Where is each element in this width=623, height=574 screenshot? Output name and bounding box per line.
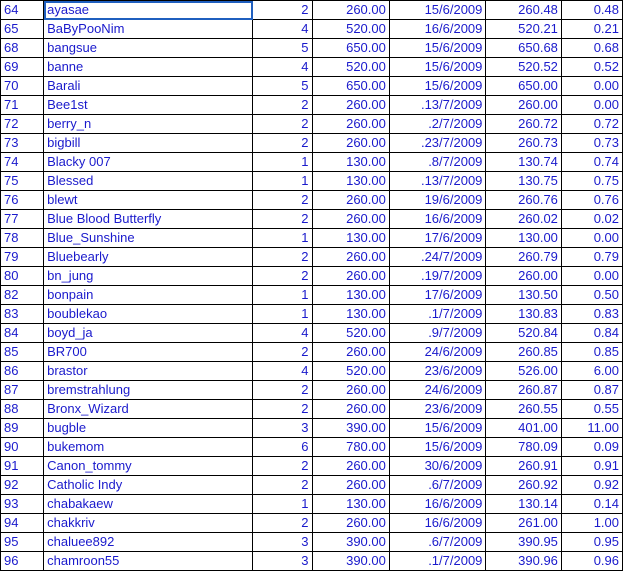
quantity-cell[interactable]: 2 [253, 115, 312, 134]
row-number-cell[interactable]: 70 [1, 77, 44, 96]
row-number-cell[interactable]: 68 [1, 39, 44, 58]
table-row [1, 39, 623, 58]
date-cell[interactable]: 23/6/2009 [389, 400, 486, 419]
date-cell[interactable]: .1/7/2009 [389, 552, 486, 571]
row-number-cell[interactable]: 71 [1, 96, 44, 115]
difference-cell[interactable]: 0.76 [561, 191, 622, 210]
date-cell[interactable]: .2/7/2009 [389, 115, 486, 134]
username-cell[interactable]: chaluee892 [44, 533, 253, 552]
username-cell[interactable]: Bronx_Wizard [44, 400, 253, 419]
difference-cell[interactable]: 0.92 [561, 476, 622, 495]
amount-cell[interactable]: 650.00 [312, 39, 389, 58]
row-number-cell[interactable]: 90 [1, 438, 44, 457]
username-cell[interactable]: chabakaew [44, 495, 253, 514]
quantity-cell[interactable]: 2 [253, 191, 312, 210]
amount-cell[interactable]: 260.00 [312, 1, 389, 20]
username-cell[interactable]: Bee1st [44, 96, 253, 115]
amount-cell[interactable]: 260.00 [312, 381, 389, 400]
username-cell[interactable]: boyd_ja [44, 324, 253, 343]
quantity-cell[interactable]: 2 [253, 134, 312, 153]
date-cell[interactable]: .13/7/2009 [389, 172, 486, 191]
difference-cell[interactable]: 0.91 [561, 457, 622, 476]
amount-cell[interactable]: 520.00 [312, 324, 389, 343]
table-row [1, 1, 623, 20]
username-cell[interactable]: bangsue [44, 39, 253, 58]
date-cell[interactable]: .6/7/2009 [389, 476, 486, 495]
quantity-cell[interactable]: 2 [253, 267, 312, 286]
amount-cell[interactable]: 780.00 [312, 438, 389, 457]
row-number-cell[interactable]: 77 [1, 210, 44, 229]
quantity-cell[interactable]: 1 [253, 495, 312, 514]
username-cell[interactable]: blewt [44, 191, 253, 210]
difference-cell[interactable]: 0.00 [561, 267, 622, 286]
date-cell[interactable]: 15/6/2009 [389, 58, 486, 77]
amount-cell[interactable]: 260.00 [312, 115, 389, 134]
quantity-cell[interactable]: 2 [253, 457, 312, 476]
row-number-cell[interactable]: 78 [1, 229, 44, 248]
amount-cell[interactable]: 260.00 [312, 514, 389, 533]
amount-cell[interactable]: 390.00 [312, 533, 389, 552]
amount-cell[interactable]: 260.00 [312, 343, 389, 362]
quantity-cell[interactable]: 2 [253, 476, 312, 495]
table-row [1, 286, 623, 305]
difference-cell[interactable]: 0.79 [561, 248, 622, 267]
username-cell[interactable]: Barali [44, 77, 253, 96]
table-row [1, 153, 623, 172]
paid-cell[interactable]: 780.09 [486, 438, 562, 457]
difference-cell[interactable]: 0.72 [561, 115, 622, 134]
difference-cell[interactable]: 0.84 [561, 324, 622, 343]
date-cell[interactable]: .24/7/2009 [389, 248, 486, 267]
difference-cell[interactable]: 6.00 [561, 362, 622, 381]
difference-cell[interactable]: 1.00 [561, 514, 622, 533]
date-cell[interactable]: 24/6/2009 [389, 381, 486, 400]
date-cell[interactable]: 24/6/2009 [389, 343, 486, 362]
amount-cell[interactable]: 130.00 [312, 305, 389, 324]
paid-cell[interactable]: 390.96 [486, 552, 562, 571]
quantity-cell[interactable]: 1 [253, 305, 312, 324]
date-cell[interactable]: .23/7/2009 [389, 134, 486, 153]
username-cell[interactable]: bigbill [44, 134, 253, 153]
table-row [1, 96, 623, 115]
date-cell[interactable]: .13/7/2009 [389, 96, 486, 115]
difference-cell[interactable]: 0.74 [561, 153, 622, 172]
difference-cell[interactable]: 0.14 [561, 495, 622, 514]
difference-cell[interactable]: 0.87 [561, 381, 622, 400]
paid-cell[interactable]: 650.00 [486, 77, 562, 96]
paid-cell[interactable]: 650.68 [486, 39, 562, 58]
paid-cell[interactable]: 401.00 [486, 419, 562, 438]
row-number-cell[interactable]: 86 [1, 362, 44, 381]
difference-cell[interactable]: 0.95 [561, 533, 622, 552]
table-row [1, 77, 623, 96]
table-row [1, 134, 623, 153]
amount-cell[interactable]: 260.00 [312, 476, 389, 495]
username-cell[interactable]: banne [44, 58, 253, 77]
difference-cell[interactable]: 11.00 [561, 419, 622, 438]
paid-cell[interactable]: 260.87 [486, 381, 562, 400]
username-cell[interactable]: berry_n [44, 115, 253, 134]
difference-cell[interactable]: 0.09 [561, 438, 622, 457]
table-row [1, 381, 623, 400]
paid-cell[interactable]: 130.83 [486, 305, 562, 324]
paid-cell[interactable]: 260.85 [486, 343, 562, 362]
username-cell[interactable]: BaByPooNim [44, 20, 253, 39]
table-row [1, 495, 623, 514]
row-number-cell[interactable]: 69 [1, 58, 44, 77]
username-cell[interactable]: Bluebearly [44, 248, 253, 267]
amount-cell[interactable]: 650.00 [312, 77, 389, 96]
amount-cell[interactable]: 520.00 [312, 20, 389, 39]
amount-cell[interactable]: 130.00 [312, 286, 389, 305]
table-row [1, 20, 623, 39]
table-row [1, 552, 623, 571]
date-cell[interactable]: 16/6/2009 [389, 514, 486, 533]
difference-cell[interactable]: 0.85 [561, 343, 622, 362]
quantity-cell[interactable]: 5 [253, 39, 312, 58]
amount-cell[interactable]: 390.00 [312, 552, 389, 571]
paid-cell[interactable]: 520.84 [486, 324, 562, 343]
quantity-cell[interactable]: 1 [253, 172, 312, 191]
amount-cell[interactable]: 260.00 [312, 210, 389, 229]
difference-cell[interactable]: 0.73 [561, 134, 622, 153]
date-cell[interactable]: 16/6/2009 [389, 20, 486, 39]
difference-cell[interactable]: 0.96 [561, 552, 622, 571]
username-cell[interactable]: Blue Blood Butterfly [44, 210, 253, 229]
row-number-cell[interactable]: 74 [1, 153, 44, 172]
quantity-cell[interactable]: 4 [253, 362, 312, 381]
difference-cell[interactable]: 0.55 [561, 400, 622, 419]
table-row [1, 514, 623, 533]
username-cell[interactable]: boublekao [44, 305, 253, 324]
difference-cell[interactable]: 0.83 [561, 305, 622, 324]
table-row [1, 172, 623, 191]
row-number-cell[interactable]: 83 [1, 305, 44, 324]
difference-cell[interactable]: 0.50 [561, 286, 622, 305]
username-cell[interactable]: ayasae [44, 1, 253, 20]
username-cell[interactable]: bugble [44, 419, 253, 438]
date-cell[interactable]: 30/6/2009 [389, 457, 486, 476]
row-number-cell[interactable]: 64 [1, 1, 44, 20]
date-cell[interactable]: .9/7/2009 [389, 324, 486, 343]
paid-cell[interactable]: 260.48 [486, 1, 562, 20]
username-cell[interactable]: Blacky 007 [44, 153, 253, 172]
amount-cell[interactable]: 390.00 [312, 419, 389, 438]
table-row [1, 438, 623, 457]
quantity-cell[interactable]: 2 [253, 343, 312, 362]
table-row [1, 229, 623, 248]
username-cell[interactable]: bonpain [44, 286, 253, 305]
table-row [1, 362, 623, 381]
date-cell[interactable]: 15/6/2009 [389, 39, 486, 58]
paid-cell[interactable]: 260.76 [486, 191, 562, 210]
table-row [1, 248, 623, 267]
paid-cell[interactable]: 260.79 [486, 248, 562, 267]
username-cell[interactable]: chamroon55 [44, 552, 253, 571]
date-cell[interactable]: 16/6/2009 [389, 495, 486, 514]
row-number-cell[interactable]: 87 [1, 381, 44, 400]
paid-cell[interactable]: 520.52 [486, 58, 562, 77]
difference-cell[interactable]: 0.52 [561, 58, 622, 77]
quantity-cell[interactable]: 2 [253, 210, 312, 229]
amount-cell[interactable]: 520.00 [312, 58, 389, 77]
row-number-cell[interactable]: 92 [1, 476, 44, 495]
row-number-cell[interactable]: 72 [1, 115, 44, 134]
row-number-cell[interactable]: 89 [1, 419, 44, 438]
paid-cell[interactable]: 260.73 [486, 134, 562, 153]
amount-cell[interactable]: 130.00 [312, 172, 389, 191]
difference-cell[interactable]: 0.00 [561, 77, 622, 96]
username-cell[interactable]: Blue_Sunshine [44, 229, 253, 248]
amount-cell[interactable]: 260.00 [312, 267, 389, 286]
date-cell[interactable]: .1/7/2009 [389, 305, 486, 324]
difference-cell[interactable]: 0.00 [561, 96, 622, 115]
username-cell[interactable]: bremstrahlung [44, 381, 253, 400]
table-row [1, 305, 623, 324]
quantity-cell[interactable]: 2 [253, 400, 312, 419]
amount-cell[interactable]: 260.00 [312, 134, 389, 153]
table-row [1, 324, 623, 343]
quantity-cell[interactable]: 3 [253, 533, 312, 552]
quantity-cell[interactable]: 2 [253, 1, 312, 20]
paid-cell[interactable]: 260.91 [486, 457, 562, 476]
quantity-cell[interactable]: 1 [253, 229, 312, 248]
row-number-cell[interactable]: 75 [1, 172, 44, 191]
date-cell[interactable]: 17/6/2009 [389, 286, 486, 305]
amount-cell[interactable]: 260.00 [312, 191, 389, 210]
amount-cell[interactable]: 130.00 [312, 229, 389, 248]
quantity-cell[interactable]: 4 [253, 20, 312, 39]
table-row [1, 191, 623, 210]
difference-cell[interactable]: 0.00 [561, 229, 622, 248]
difference-cell[interactable]: 0.75 [561, 172, 622, 191]
row-number-cell[interactable]: 95 [1, 533, 44, 552]
table-row [1, 58, 623, 77]
quantity-cell[interactable]: 3 [253, 419, 312, 438]
row-number-cell[interactable]: 80 [1, 267, 44, 286]
date-cell[interactable]: 15/6/2009 [389, 438, 486, 457]
row-number-cell[interactable]: 93 [1, 495, 44, 514]
row-number-cell[interactable]: 82 [1, 286, 44, 305]
row-number-cell[interactable]: 85 [1, 343, 44, 362]
paid-cell[interactable]: 260.92 [486, 476, 562, 495]
quantity-cell[interactable]: 5 [253, 77, 312, 96]
row-number-cell[interactable]: 96 [1, 552, 44, 571]
paid-cell[interactable]: 526.00 [486, 362, 562, 381]
date-cell[interactable]: 15/6/2009 [389, 419, 486, 438]
paid-cell[interactable]: 260.72 [486, 115, 562, 134]
amount-cell[interactable]: 130.00 [312, 495, 389, 514]
date-cell[interactable]: 23/6/2009 [389, 362, 486, 381]
paid-cell[interactable]: 520.21 [486, 20, 562, 39]
row-number-cell[interactable]: 91 [1, 457, 44, 476]
date-cell[interactable]: .19/7/2009 [389, 267, 486, 286]
row-number-cell[interactable]: 84 [1, 324, 44, 343]
table-row [1, 476, 623, 495]
difference-cell[interactable]: 0.48 [561, 1, 622, 20]
row-number-cell[interactable]: 73 [1, 134, 44, 153]
paid-cell[interactable]: 260.02 [486, 210, 562, 229]
amount-cell[interactable]: 260.00 [312, 457, 389, 476]
username-cell[interactable]: bukemom [44, 438, 253, 457]
date-cell[interactable]: 16/6/2009 [389, 210, 486, 229]
quantity-cell[interactable]: 1 [253, 286, 312, 305]
table-row [1, 267, 623, 286]
amount-cell[interactable]: 520.00 [312, 362, 389, 381]
difference-cell[interactable]: 0.68 [561, 39, 622, 58]
quantity-cell[interactable]: 4 [253, 324, 312, 343]
quantity-cell[interactable]: 2 [253, 381, 312, 400]
row-number-cell[interactable]: 94 [1, 514, 44, 533]
quantity-cell[interactable]: 2 [253, 248, 312, 267]
date-cell[interactable]: 15/6/2009 [389, 1, 486, 20]
date-cell[interactable]: .6/7/2009 [389, 533, 486, 552]
username-cell[interactable]: chakkriv [44, 514, 253, 533]
username-cell[interactable]: Blessed [44, 172, 253, 191]
table-row [1, 400, 623, 419]
table-row [1, 343, 623, 362]
username-cell[interactable]: BR700 [44, 343, 253, 362]
quantity-cell[interactable]: 6 [253, 438, 312, 457]
paid-cell[interactable]: 130.50 [486, 286, 562, 305]
table-row [1, 533, 623, 552]
spreadsheet-body [1, 1, 623, 571]
date-cell[interactable]: 19/6/2009 [389, 191, 486, 210]
row-number-cell[interactable]: 79 [1, 248, 44, 267]
paid-cell[interactable]: 260.55 [486, 400, 562, 419]
username-cell[interactable]: Catholic Indy [44, 476, 253, 495]
paid-cell[interactable]: 130.75 [486, 172, 562, 191]
date-cell[interactable]: 17/6/2009 [389, 229, 486, 248]
quantity-cell[interactable]: 1 [253, 153, 312, 172]
difference-cell[interactable]: 0.02 [561, 210, 622, 229]
paid-cell[interactable]: 390.95 [486, 533, 562, 552]
amount-cell[interactable]: 260.00 [312, 96, 389, 115]
row-number-cell[interactable]: 88 [1, 400, 44, 419]
quantity-cell[interactable]: 2 [253, 96, 312, 115]
row-number-cell[interactable]: 65 [1, 20, 44, 39]
username-cell[interactable]: bn_jung [44, 267, 253, 286]
table-row [1, 419, 623, 438]
amount-cell[interactable]: 260.00 [312, 400, 389, 419]
paid-cell[interactable]: 261.00 [486, 514, 562, 533]
paid-cell[interactable]: 130.74 [486, 153, 562, 172]
table-row [1, 210, 623, 229]
paid-cell[interactable]: 130.00 [486, 229, 562, 248]
date-cell[interactable]: 15/6/2009 [389, 77, 486, 96]
quantity-cell[interactable]: 3 [253, 552, 312, 571]
username-cell[interactable]: Canon_tommy [44, 457, 253, 476]
paid-cell[interactable]: 130.14 [486, 495, 562, 514]
paid-cell[interactable]: 260.00 [486, 267, 562, 286]
quantity-cell[interactable]: 4 [253, 58, 312, 77]
amount-cell[interactable]: 130.00 [312, 153, 389, 172]
table-row [1, 115, 623, 134]
table-row [1, 457, 623, 476]
amount-cell[interactable]: 260.00 [312, 248, 389, 267]
quantity-cell[interactable]: 2 [253, 514, 312, 533]
row-number-cell[interactable]: 76 [1, 191, 44, 210]
username-cell[interactable]: brastor [44, 362, 253, 381]
difference-cell[interactable]: 0.21 [561, 20, 622, 39]
paid-cell[interactable]: 260.00 [486, 96, 562, 115]
date-cell[interactable]: .8/7/2009 [389, 153, 486, 172]
